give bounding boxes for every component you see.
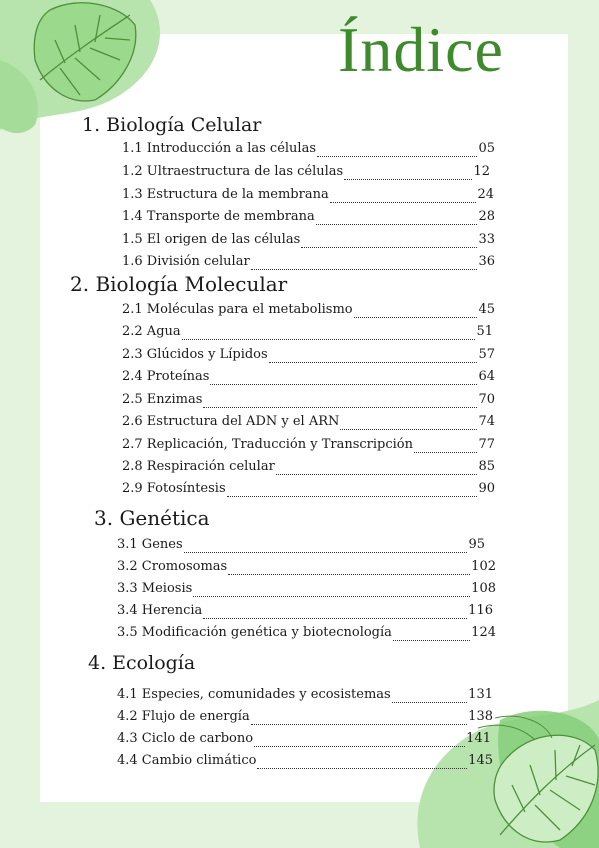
toc-entry[interactable]	[122, 232, 495, 254]
toc-entry[interactable]	[122, 164, 490, 186]
dot-leader	[251, 712, 467, 725]
toc-entry-page: 116	[468, 603, 493, 618]
section-heading: 1. Biología Celular	[82, 114, 262, 136]
section-heading: 2. Biología Molecular	[70, 272, 288, 296]
dot-leader	[340, 417, 477, 430]
toc-entry[interactable]	[117, 731, 491, 753]
toc-entry[interactable]	[117, 709, 493, 731]
toc-entry-label: 1.4 Transporte de membrana	[122, 209, 315, 224]
dot-leader	[317, 144, 477, 157]
toc-entry-page: 05	[478, 141, 495, 156]
toc-entry-page: 36	[478, 254, 495, 269]
dot-leader	[392, 690, 467, 703]
toc-entry-label: 1.1 Introducción a las células	[122, 141, 317, 156]
toc-entry-page: 28	[478, 209, 495, 224]
dot-leader	[184, 540, 468, 553]
toc-entry-label: 2.8 Respiración celular	[122, 459, 275, 474]
dot-leader	[414, 440, 477, 453]
toc-entry-page: 51	[476, 324, 493, 339]
dot-leader	[182, 327, 476, 340]
toc-entry-page: 77	[478, 437, 495, 452]
toc-entry-label: 1.3 Estructura de la membrana	[122, 187, 329, 202]
toc-entry-page: 70	[478, 392, 495, 407]
toc-entry-page: 95	[468, 537, 485, 552]
toc-entry-label: 3.1 Genes	[117, 537, 183, 552]
toc-entry-label: 2.5 Enzimas	[122, 392, 203, 407]
toc-entry-page: 145	[468, 753, 493, 768]
toc-entry-label: 3.5 Modificación genética y biotecnología	[117, 625, 392, 640]
dot-leader	[276, 462, 478, 475]
toc-entry-page: 102	[471, 559, 496, 574]
dot-leader	[330, 190, 477, 203]
dot-leader	[269, 350, 478, 363]
toc-entry-page: 124	[471, 625, 496, 640]
toc-entry[interactable]	[122, 369, 495, 391]
toc-entry-page: 90	[478, 481, 495, 496]
toc-entry-label: 3.4 Herencia	[117, 603, 203, 618]
dot-leader	[210, 372, 477, 385]
dot-leader	[254, 734, 465, 747]
toc-entry-label: 1.6 División celular	[122, 254, 250, 269]
dot-leader	[228, 562, 470, 575]
toc-entry-page: 74	[478, 414, 495, 429]
dot-leader	[301, 235, 477, 248]
dot-leader	[354, 305, 478, 318]
toc-entry[interactable]	[122, 481, 495, 503]
toc-entry[interactable]	[117, 559, 496, 581]
toc-entry[interactable]	[122, 141, 495, 163]
toc-entry-label: 2.6 Estructura del ADN y el ARN	[122, 414, 340, 429]
toc-entry-label: 2.3 Glúcidos y Lípidos	[122, 347, 268, 362]
toc-entry[interactable]	[122, 414, 495, 436]
toc-entry-page: 108	[471, 581, 496, 596]
section-heading: 3. Genética	[94, 506, 210, 530]
toc-entry-label: 2.2 Agua	[122, 324, 181, 339]
toc-entry[interactable]	[122, 302, 495, 324]
toc-entry[interactable]	[122, 209, 495, 231]
toc-entry[interactable]	[122, 392, 495, 414]
toc-entry-page: 45	[478, 302, 495, 317]
dot-leader	[316, 212, 478, 225]
toc-entry-page: 12	[473, 164, 490, 179]
toc-entry-page: 141	[466, 731, 491, 746]
toc-entry[interactable]	[117, 687, 493, 709]
toc-entry-label: 4.4 Cambio climático	[117, 753, 257, 768]
toc-entry[interactable]	[117, 581, 496, 603]
dot-leader	[203, 395, 477, 408]
toc-entry[interactable]	[117, 753, 493, 775]
dot-leader	[257, 756, 467, 769]
toc-entry-label: 3.3 Meiosis	[117, 581, 193, 596]
toc-entry-page: 57	[478, 347, 495, 362]
dot-leader	[193, 584, 470, 597]
toc-entry-label: 1.2 Ultraestructura de las células	[122, 164, 344, 179]
toc-entry[interactable]	[117, 537, 485, 559]
dot-leader	[344, 167, 472, 180]
toc-entry-label: 4.1 Especies, comunidades y ecosistemas	[117, 687, 391, 702]
toc-entry-label: 4.3 Ciclo de carbono	[117, 731, 254, 746]
section-heading: 4. Ecología	[88, 652, 196, 674]
toc-entry-label: 3.2 Cromosomas	[117, 559, 228, 574]
toc-entry[interactable]	[122, 347, 495, 369]
dot-leader	[227, 484, 478, 497]
toc-entry[interactable]	[122, 324, 493, 346]
toc-entry[interactable]	[117, 625, 496, 647]
toc-entry-page: 33	[478, 232, 495, 247]
toc-entry-label: 1.5 El origen de las células	[122, 232, 301, 247]
toc-entry[interactable]	[122, 187, 494, 209]
dot-leader	[203, 606, 467, 619]
toc-entry-page: 24	[477, 187, 494, 202]
toc-entry[interactable]	[117, 603, 493, 625]
toc-entry-label: 2.1 Moléculas para el metabolismo	[122, 302, 353, 317]
toc-entry-page: 64	[478, 369, 495, 384]
toc-entry-page: 85	[478, 459, 495, 474]
page-title: Índice	[338, 14, 504, 85]
toc-entry-page: 131	[468, 687, 493, 702]
toc-entry-label: 2.7 Replicación, Traducción y Transcripción	[122, 437, 414, 452]
toc-entry-label: 2.4 Proteínas	[122, 369, 210, 384]
toc-entry[interactable]	[122, 459, 495, 481]
toc-entry-label: 2.9 Fotosíntesis	[122, 481, 226, 496]
dot-leader	[393, 628, 470, 641]
dot-leader	[251, 257, 478, 270]
toc-entry-page: 138	[468, 709, 493, 724]
toc-entry-label: 4.2 Flujo de energía	[117, 709, 250, 724]
toc-entry[interactable]	[122, 437, 495, 459]
